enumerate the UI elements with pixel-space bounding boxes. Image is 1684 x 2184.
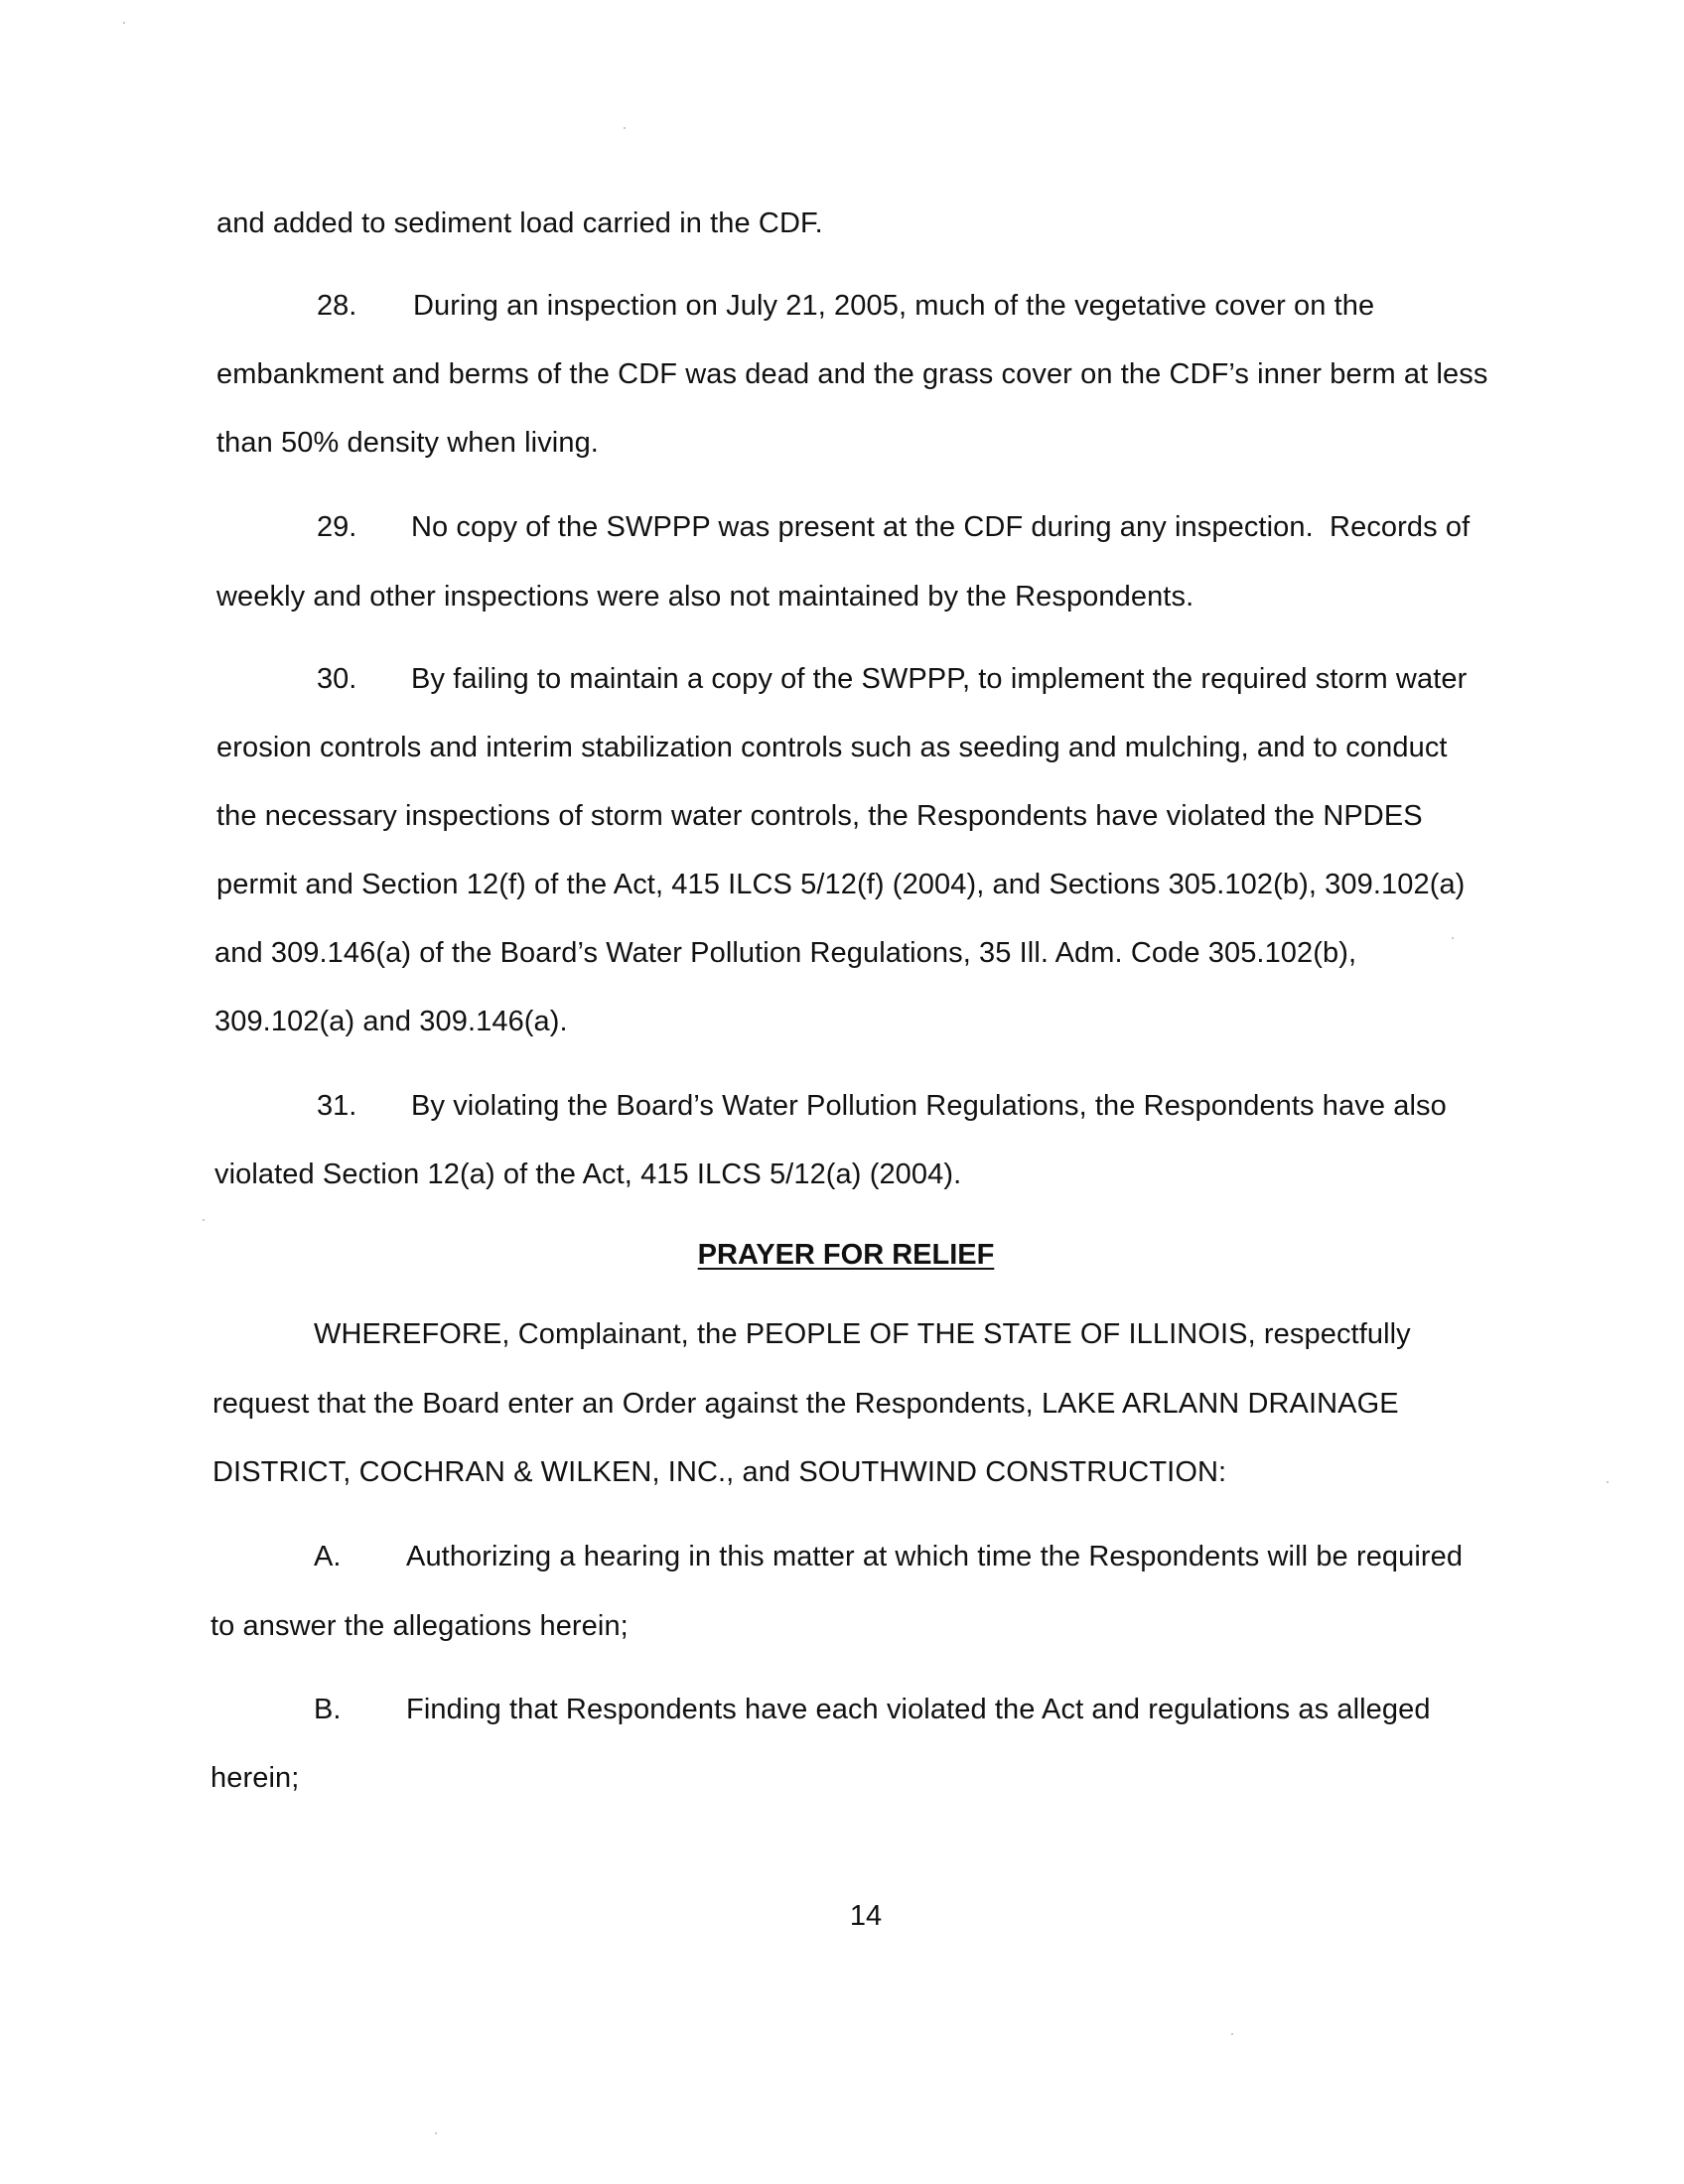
paragraph-line: to answer the allegations herein;	[210, 1610, 629, 1642]
paragraph-line: erosion controls and interim stabilization controls such as seeding and mulching, and to conduct	[216, 732, 1448, 763]
scan-speck	[1607, 1481, 1609, 1483]
paragraph-line: Authorizing a hearing in this matter at which time the Respondents will be required	[406, 1541, 1464, 1572]
scan-speck	[435, 2132, 437, 2134]
paragraph-number: 29.	[317, 511, 357, 543]
paragraph-number: 30.	[317, 663, 357, 695]
paragraph-line: weekly and other inspections were also not maintained by the Respondents.	[216, 581, 1194, 613]
scan-speck	[1452, 937, 1454, 939]
paragraph-line: Finding that Respondents have each violated the Act and regulations as alleged	[406, 1694, 1431, 1725]
paragraph-line: and 309.146(a) of the Board’s Water Pollution Regulations, 35 Ill. Adm. Code 305.102(b),	[214, 937, 1357, 969]
continuation-line: and added to sediment load carried in the CDF.	[216, 207, 823, 239]
paragraph-line: the necessary inspections of storm water controls, the Respondents have violated the NPDES	[216, 800, 1423, 832]
paragraph-line: violated Section 12(a) of the Act, 415 ILCS 5/12(a) (2004).	[214, 1159, 962, 1190]
relief-item-letter: A.	[314, 1541, 342, 1572]
paragraph-line: than 50% density when living.	[216, 427, 599, 459]
paragraph-line: By failing to maintain a copy of the SWPPP, to implement the required storm water	[411, 663, 1468, 695]
paragraph-line: WHEREFORE, Complainant, the PEOPLE OF THE STATE OF ILLINOIS, respectfully	[314, 1318, 1411, 1350]
paragraph-line: No copy of the SWPPP was present at the CDF during any inspection. Records of	[411, 511, 1471, 543]
scan-speck	[203, 1219, 205, 1221]
paragraph-line: permit and Section 12(f) of the Act, 415 ILCS 5/12(f) (2004), and Sections 305.102(b), 309.102(a)	[216, 869, 1466, 900]
section-heading: PRAYER FOR RELIEF	[697, 1239, 995, 1271]
paragraph-line: request that the Board enter an Order against the Respondents, LAKE ARLANN DRAINAGE	[212, 1388, 1399, 1420]
paragraph-line: 309.102(a) and 309.146(a).	[214, 1006, 568, 1037]
paragraph-line: embankment and berms of the CDF was dead and the grass cover on the CDF’s inner berm at less	[216, 358, 1488, 390]
relief-item-letter: B.	[314, 1694, 342, 1725]
page-number: 14	[849, 1900, 883, 1932]
paragraph-line: During an inspection on July 21, 2005, much of the vegetative cover on the	[413, 290, 1375, 322]
scan-speck	[624, 127, 626, 129]
paragraph-number: 28.	[317, 290, 357, 322]
scan-speck	[123, 22, 125, 24]
paragraph-number: 31.	[317, 1090, 357, 1122]
paragraph-line: DISTRICT, COCHRAN & WILKEN, INC., and SOUTHWIND CONSTRUCTION:	[212, 1456, 1227, 1488]
paragraph-line: herein;	[210, 1762, 300, 1794]
scan-speck	[1231, 2033, 1233, 2035]
paragraph-line: By violating the Board’s Water Pollution Regulations, the Respondents have also	[411, 1090, 1447, 1122]
